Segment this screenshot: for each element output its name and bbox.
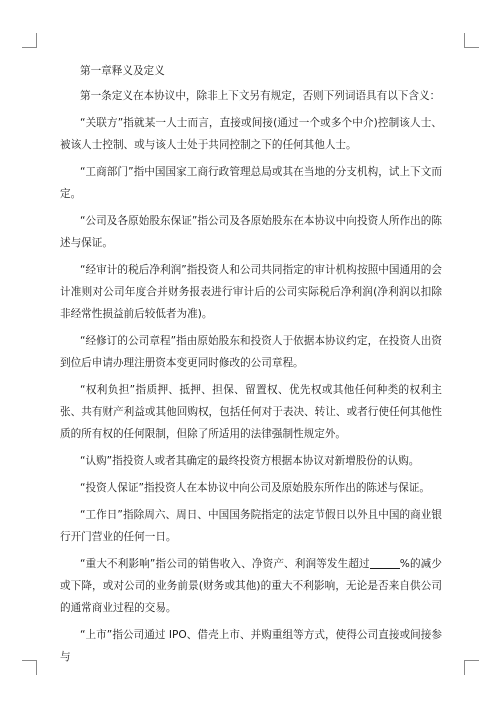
definition-amended-articles: “经修订的公司章程”指由原始股东和投资人于依据本协议约定，在投资人出资到位后申请办理注册资本变更同时修改的公司章程。 [60, 335, 442, 369]
material-adverse-text-end: %的减少或下降，或对公司的业务前景(财务或其他)的重大不利影响，无论是否来自供公司的通常商业过程的交易。 [60, 558, 442, 614]
crop-mark-top-right [464, 33, 479, 48]
crop-mark-bottom-left [22, 660, 37, 675]
definition-subscription: “认购”指投资人或者其确定的最终投资方根据本协议对新增股份的认购。 [80, 455, 420, 467]
definition-material-adverse-effect [60, 553, 442, 619]
definition-encumbrance: “权利负担”指质押、抵押、担保、留置权、优先权或其他任何种类的权利主张、共有财产利益或其他回购权，包括任何对于表决、转让、或者行使任何其他性质的所有权的任何限制，但除了所适用的法律强制性规定外。 [60, 384, 442, 440]
definition-listing: “上市”指公司通过 IPO、借壳上市、并购重组等方式，使得公司直接或间接参与 [60, 629, 442, 663]
definition-business-day: “工作日”指除周六、周日、中国国务院指定的法定节假日以外且中国的商业银行开门营业的任何一日。 [60, 509, 442, 543]
definition-investor-warranty: “投资人保证”指投资人在本协议中向公司及原始股东所作出的陈述与保证。 [80, 482, 430, 494]
document-body [60, 60, 442, 673]
percent-blank-field [370, 556, 400, 569]
definition-related-party: “关联方”指就某一人士而言，直接或间接(通过一个或多个中介)控制该人士、被该人士控制、或与该人士处于共同控制之下的任何其他人士。 [60, 117, 442, 151]
material-adverse-text-start: “重大不利影响”指公司的销售收入、净资产、利润等发生超过 [80, 558, 370, 570]
definition-audited-net-profit: “经审计的税后净利润”指投资人和公司共同指定的审计机构按照中国通用的会计准则对公司年度合并财务报表进行审计后的公司实际税后净利润(净利润以扣除非经常性损益前后较低者为准)。 [60, 264, 442, 320]
chapter-title: 第一章释义及定义 [80, 65, 165, 77]
crop-mark-top-left [22, 33, 37, 48]
definition-industry-commerce-dept: “工商部门”指中国国家工商行政管理总局或其在当地的分支机构，试上下文而定。 [60, 166, 442, 200]
crop-mark-bottom-right [464, 660, 479, 675]
definition-company-shareholder-warranty: “公司及各原始股东保证”指公司及各原始股东在本协议中向投资人所作出的陈述与保证。 [60, 215, 442, 249]
article-1-intro: 第一条定义在本协议中，除非上下文另有规定，否则下列词语具有以下含义： [80, 90, 441, 102]
